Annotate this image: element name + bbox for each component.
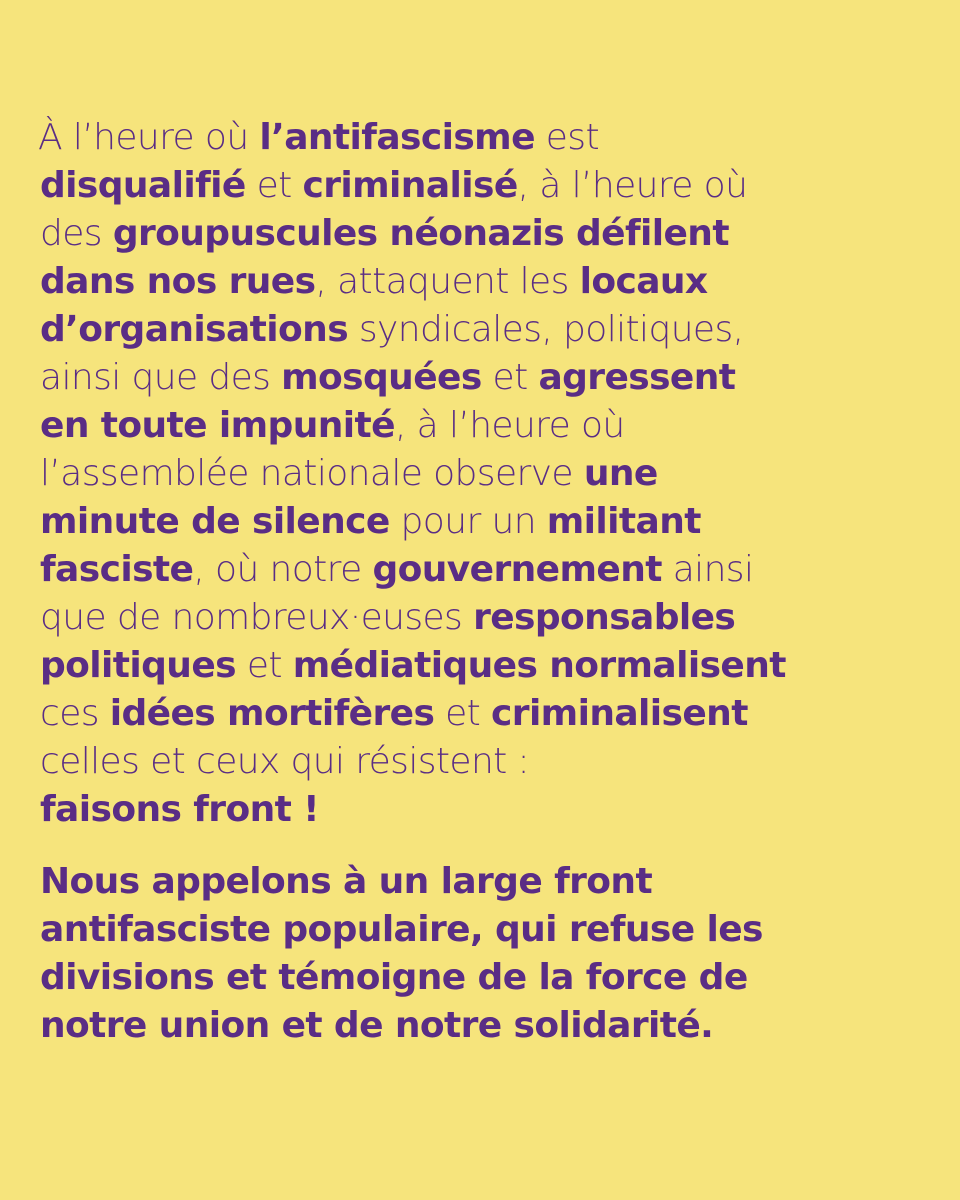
emphasized-text: gouvernement — [372, 549, 662, 590]
text-line — [40, 258, 898, 306]
emphasized-text: agressent — [538, 357, 736, 398]
body-text: , où notre — [193, 549, 373, 590]
body-text: ainsi que des — [40, 357, 282, 398]
text-line — [40, 642, 898, 690]
emphasized-text: faisons front ! — [40, 789, 319, 830]
text-line — [40, 738, 898, 786]
body-text: ces — [40, 693, 110, 734]
emphasized-text: d’organisations — [40, 309, 349, 350]
paragraph-call — [38, 858, 898, 1050]
text-line — [40, 498, 898, 546]
emphasized-text: en toute impunité — [40, 405, 395, 446]
emphasized-text: minute de silence — [40, 501, 390, 542]
text-line — [40, 594, 898, 642]
body-text: des — [40, 213, 113, 254]
emphasized-text: responsables — [473, 597, 736, 638]
text-line — [40, 546, 898, 594]
text-line — [40, 690, 898, 738]
body-text: est — [534, 117, 599, 158]
text-line — [40, 450, 898, 498]
emphasized-text: médiatiques normalisent — [292, 645, 786, 686]
body-text: celles et ceux qui résistent : — [40, 741, 530, 782]
text-line — [40, 354, 898, 402]
text-block — [38, 114, 898, 1050]
emphasized-text: militant — [546, 501, 701, 542]
emphasized-text: mosquées — [281, 357, 482, 398]
body-text: et — [245, 165, 303, 206]
call-line: divisions et témoigne de la force de — [40, 957, 748, 998]
call-line: Nous appelons à un large front — [40, 861, 653, 902]
body-text: pour un — [389, 501, 547, 542]
emphasized-text: politiques — [40, 645, 236, 686]
body-text: syndicales, politiques, — [348, 309, 744, 350]
text-line — [40, 210, 898, 258]
body-text: l’assemblée nationale observe — [40, 453, 584, 494]
paragraph-intro — [38, 114, 898, 834]
body-text: et — [481, 357, 539, 398]
body-text: À l’heure où — [38, 117, 260, 158]
emphasized-text: dans nos rues — [40, 261, 316, 302]
body-text: que de nombreux·euses — [40, 597, 474, 638]
emphasized-text: groupuscules néonazis défilent — [112, 213, 729, 254]
call-line: notre union et de notre solidarité. — [40, 1005, 714, 1046]
emphasized-text: criminalisent — [491, 693, 748, 734]
emphasized-text: une — [583, 453, 658, 494]
text-line — [40, 306, 898, 354]
body-text: , attaquent les — [315, 261, 580, 302]
body-text: , à l’heure où — [517, 165, 748, 206]
emphasized-text: idées mortifères — [109, 693, 435, 734]
text-line — [40, 786, 898, 834]
text-line — [40, 402, 898, 450]
body-text: ainsi — [661, 549, 754, 590]
emphasized-text: locaux — [579, 261, 708, 302]
emphasized-text: fasciste — [40, 549, 194, 590]
text-line — [40, 162, 898, 210]
emphasized-text: criminalisé — [302, 165, 518, 206]
text-line — [38, 114, 898, 162]
body-text: et — [434, 693, 492, 734]
body-text: et — [235, 645, 293, 686]
emphasized-text: disqualifié — [40, 165, 246, 206]
body-text: , à l’heure où — [394, 405, 625, 446]
emphasized-text: l’antifascisme — [259, 117, 535, 158]
call-line: antifasciste populaire, qui refuse les — [40, 909, 763, 950]
